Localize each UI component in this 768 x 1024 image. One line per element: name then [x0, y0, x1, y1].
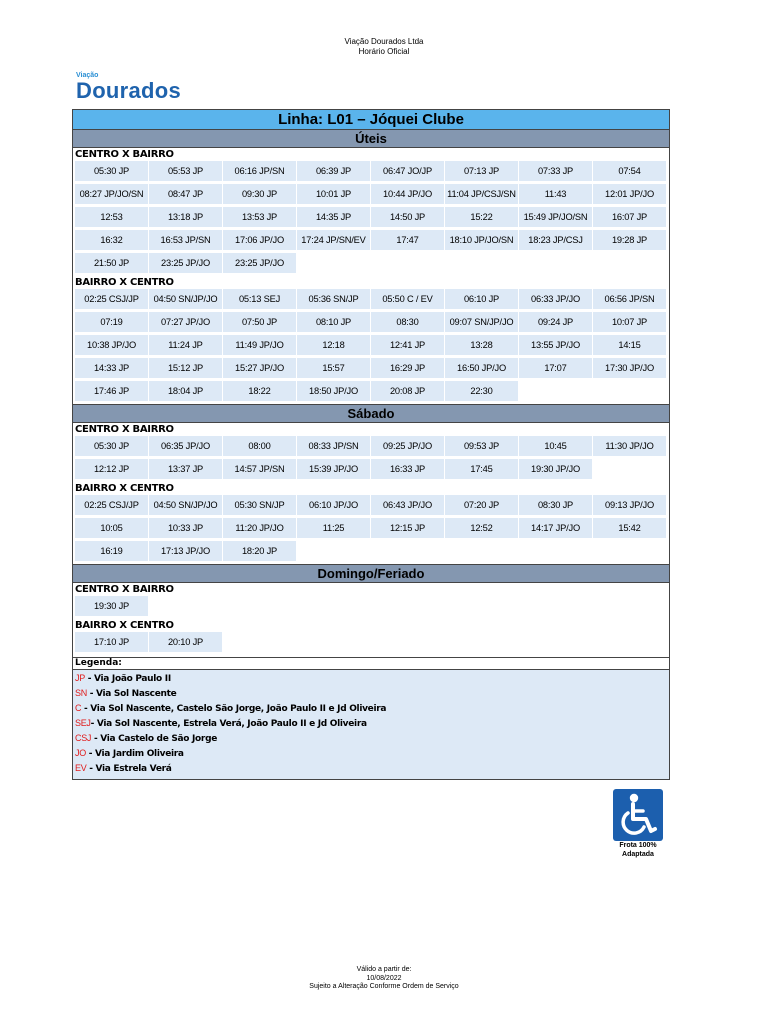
time-cell: 19:30 JP [75, 596, 148, 616]
legend-code: JO [75, 748, 86, 758]
time-cell: 17:13 JP/JO [149, 541, 222, 561]
time-cell: 07:33 JP [519, 161, 592, 181]
time-cell: 06:10 JP [445, 289, 518, 309]
legend-code: JP [75, 673, 85, 683]
company-name: Viação Dourados Ltda [344, 37, 424, 46]
time-cell: 18:22 [223, 381, 296, 401]
legend-code: EV [75, 763, 87, 773]
time-cell: 08:10 JP [297, 312, 370, 332]
company-logo [76, 72, 181, 102]
time-cell: 10:38 JP/JO [75, 335, 148, 355]
time-cell: 11:43 [519, 184, 592, 204]
time-cell: 07:54 [593, 161, 666, 181]
time-cell: 10:07 JP [593, 312, 666, 332]
legend-item [75, 701, 667, 716]
time-cell: 04:50 SN/JP/JO [149, 495, 222, 515]
time-cell: 17:46 JP [75, 381, 148, 401]
line-title: Linha: L01 – Jóquei Clube [73, 110, 669, 130]
time-cell: 06:33 JP/JO [519, 289, 592, 309]
legend-code: C [75, 703, 82, 713]
section-header: Úteis [73, 130, 669, 148]
time-cell: 16:32 [75, 230, 148, 250]
times-grid [73, 436, 669, 482]
legend-text: - Via Castelo de São Jorge [91, 734, 218, 744]
legend-text: - Via Sol Nascente, Castelo São Jorge, João Paulo II e Jd Oliveira [81, 704, 387, 714]
time-cell: 11:20 JP/JO [223, 518, 296, 538]
time-cell: 13:18 JP [149, 207, 222, 227]
time-cell: 13:55 JP/JO [519, 335, 592, 355]
time-cell: 12:41 JP [371, 335, 444, 355]
time-cell: 07:27 JP/JO [149, 312, 222, 332]
time-cell: 04:50 SN/JP/JO [149, 289, 222, 309]
time-cell: 14:57 JP/SN [223, 459, 296, 479]
time-cell: 05:13 SEJ [223, 289, 296, 309]
time-cell: 06:35 JP/JO [149, 436, 222, 456]
time-cell: 14:15 [593, 335, 666, 355]
time-cell: 09:13 JP/JO [593, 495, 666, 515]
direction-label: BAIRRO X CENTRO [75, 277, 174, 288]
legend-code: CSJ [75, 733, 92, 743]
time-cell: 11:04 JP/CSJ/SN [445, 184, 518, 204]
logo-small-text: Viação [76, 72, 99, 79]
times-grid [73, 289, 669, 404]
time-cell: 13:53 JP [223, 207, 296, 227]
time-cell: 23:25 JP/JO [149, 253, 222, 273]
time-cell: 18:10 JP/JO/SN [445, 230, 518, 250]
time-cell: 10:01 JP [297, 184, 370, 204]
time-cell: 11:24 JP [149, 335, 222, 355]
time-cell: 09:07 SN/JP/JO [445, 312, 518, 332]
time-cell: 05:53 JP [149, 161, 222, 181]
legend-text: - Via Sol Nascente, Estrela Verá, João Paulo II e Jd Oliveira [90, 719, 367, 729]
time-cell: 18:50 JP/JO [297, 381, 370, 401]
time-cell: 07:13 JP [445, 161, 518, 181]
times-grid [73, 161, 669, 276]
time-cell: 14:17 JP/JO [519, 518, 592, 538]
direction-label: CENTRO X BAIRRO [75, 424, 174, 435]
time-cell: 16:29 JP [371, 358, 444, 378]
time-cell: 10:33 JP [149, 518, 222, 538]
legend-item [75, 761, 667, 776]
time-cell: 19:28 JP [593, 230, 666, 250]
time-cell: 22:30 [445, 381, 518, 401]
time-cell: 12:01 JP/JO [593, 184, 666, 204]
time-cell: 08:27 JP/JO/SN [75, 184, 148, 204]
time-cell: 06:47 JO/JP [371, 161, 444, 181]
wheelchair-icon [613, 789, 663, 841]
time-cell: 16:50 JP/JO [445, 358, 518, 378]
time-cell: 21:50 JP [75, 253, 148, 273]
time-cell: 18:20 JP [223, 541, 296, 561]
time-cell: 17:10 JP [75, 632, 148, 652]
time-cell: 05:36 SN/JP [297, 289, 370, 309]
legend-text: - Via Jardim Oliveira [85, 749, 184, 759]
time-cell: 13:28 [445, 335, 518, 355]
time-cell: 17:45 [445, 459, 518, 479]
time-cell: 13:37 JP [149, 459, 222, 479]
time-cell: 11:49 JP/JO [223, 335, 296, 355]
schedule-table [72, 109, 670, 780]
time-cell: 14:35 JP [297, 207, 370, 227]
time-cell: 17:24 JP/SN/EV [297, 230, 370, 250]
valid-from-date: 10/08/2022 [366, 974, 402, 982]
time-cell: 16:33 JP [371, 459, 444, 479]
legend-title: Legenda: [73, 657, 669, 669]
legend-box [73, 669, 669, 779]
time-cell: 18:23 JP/CSJ [519, 230, 592, 250]
time-cell: 07:50 JP [223, 312, 296, 332]
time-cell: 15:39 JP/JO [297, 459, 370, 479]
time-cell: 02:25 CSJ/JP [75, 289, 148, 309]
time-cell: 17:30 JP/JO [593, 358, 666, 378]
direction-label: BAIRRO X CENTRO [75, 483, 174, 494]
direction-label: CENTRO X BAIRRO [75, 149, 174, 160]
time-cell: 17:47 [371, 230, 444, 250]
time-cell: 15:12 JP [149, 358, 222, 378]
time-cell: 10:45 [519, 436, 592, 456]
times-grid [73, 596, 669, 619]
logo-big-text: Dourados [76, 78, 182, 103]
time-cell: 11:30 JP/JO [593, 436, 666, 456]
time-cell: 06:43 JP/JO [371, 495, 444, 515]
section-header: Sábado [73, 404, 669, 423]
schedule-sections [73, 130, 669, 655]
document-subtitle: Horário Oficial [358, 47, 410, 56]
time-cell: 15:42 [593, 518, 666, 538]
time-cell: 02:25 CSJ/JP [75, 495, 148, 515]
time-cell: 23:25 JP/JO [223, 253, 296, 273]
time-cell: 20:08 JP [371, 381, 444, 401]
times-grid [73, 495, 669, 564]
time-cell: 08:30 JP [519, 495, 592, 515]
direction-label: BAIRRO X CENTRO [75, 620, 174, 631]
time-cell: 09:30 JP [223, 184, 296, 204]
time-cell: 08:30 [371, 312, 444, 332]
legend-item [75, 671, 667, 686]
legend-code: SN [75, 688, 87, 698]
time-cell: 12:18 [297, 335, 370, 355]
time-cell: 06:56 JP/SN [593, 289, 666, 309]
time-cell: 12:15 JP [371, 518, 444, 538]
time-cell: 07:20 JP [445, 495, 518, 515]
direction-label: CENTRO X BAIRRO [75, 584, 174, 595]
time-cell: 10:05 [75, 518, 148, 538]
time-cell: 17:06 JP/JO [223, 230, 296, 250]
time-cell: 09:25 JP/JO [371, 436, 444, 456]
legend-item [75, 686, 667, 701]
time-cell: 17:07 [519, 358, 592, 378]
section-header: Domingo/Feriado [73, 564, 669, 583]
footer-note: Sujeito a Alteração Conforme Ordem de Serviço [309, 983, 459, 990]
time-cell: 08:33 JP/SN [297, 436, 370, 456]
fleet-caption: Frota 100% Adaptada [619, 842, 657, 858]
time-cell: 06:16 JP/SN [223, 161, 296, 181]
times-grid [73, 632, 669, 655]
time-cell: 16:53 JP/SN [149, 230, 222, 250]
legend-item [75, 731, 667, 746]
time-cell: 15:22 [445, 207, 518, 227]
time-cell: 14:50 JP [371, 207, 444, 227]
time-cell: 05:30 JP [75, 161, 148, 181]
time-cell: 15:49 JP/JO/SN [519, 207, 592, 227]
time-cell: 12:53 [75, 207, 148, 227]
time-cell: 06:10 JP/JO [297, 495, 370, 515]
time-cell: 15:57 [297, 358, 370, 378]
time-cell: 10:44 JP/JO [371, 184, 444, 204]
time-cell: 08:00 [223, 436, 296, 456]
time-cell: 05:50 C / EV [371, 289, 444, 309]
legend-code: SEJ [75, 718, 91, 728]
time-cell: 06:39 JP [297, 161, 370, 181]
legend-text: - Via João Paulo II [84, 674, 171, 684]
time-cell: 14:33 JP [75, 358, 148, 378]
time-cell: 07:19 [75, 312, 148, 332]
time-cell: 20:10 JP [149, 632, 222, 652]
time-cell: 09:24 JP [519, 312, 592, 332]
valid-from-label: Válido a partir de: [356, 966, 412, 973]
time-cell: 16:19 [75, 541, 148, 561]
time-cell: 11:25 [297, 518, 370, 538]
time-cell: 16:07 JP [593, 207, 666, 227]
time-cell: 05:30 JP [75, 436, 148, 456]
time-cell: 15:27 JP/JO [223, 358, 296, 378]
legend-text: - Via Estrela Verá [86, 764, 172, 774]
time-cell: 12:52 [445, 518, 518, 538]
time-cell: 09:53 JP [445, 436, 518, 456]
legend-item [75, 716, 667, 731]
document-header [0, 37, 768, 57]
time-cell: 08:47 JP [149, 184, 222, 204]
legend-item [75, 746, 667, 761]
document-footer [0, 966, 768, 992]
legend-text: - Via Sol Nascente [86, 689, 177, 699]
time-cell: 05:30 SN/JP [223, 495, 296, 515]
time-cell: 12:12 JP [75, 459, 148, 479]
time-cell: 18:04 JP [149, 381, 222, 401]
time-cell: 19:30 JP/JO [519, 459, 592, 479]
